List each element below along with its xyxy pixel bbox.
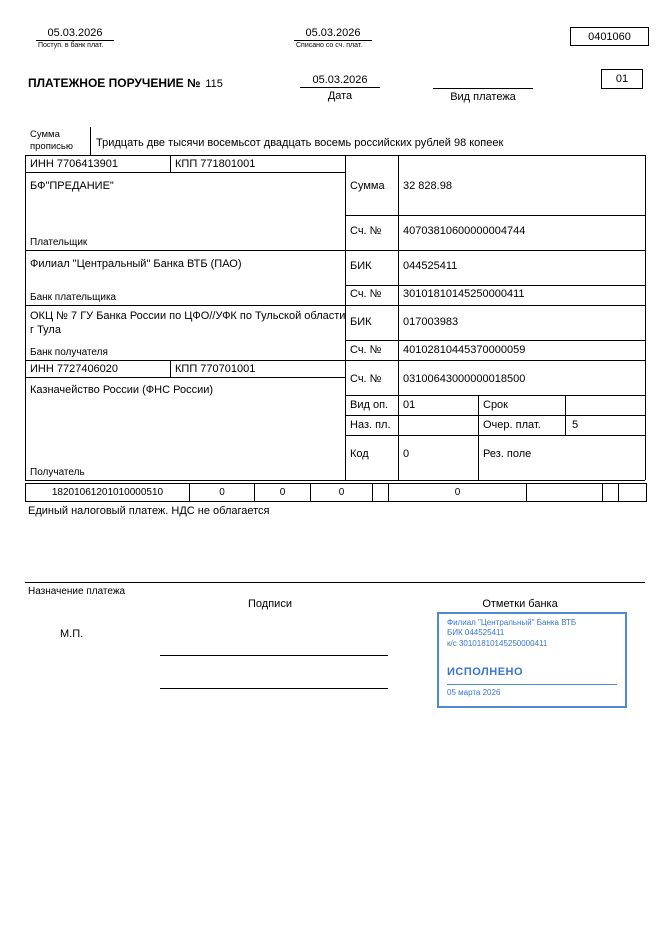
stamp-date: 05 марта 2026 (447, 688, 501, 698)
op-kind-label: Вид оп. (350, 399, 389, 411)
amount-words-value: Тридцать две тысячи восемьсот двадцать восемь российских рублей 98 копеек (96, 137, 504, 149)
payer-kpp: КПП 771801001 (175, 158, 256, 170)
amount-words-divider (90, 127, 91, 155)
grid-line (25, 155, 645, 156)
payee-bank-account-label: Сч. № (350, 344, 382, 356)
payer-bank-name: Филиал "Центральный" Банка ВТБ (ПАО) (30, 258, 242, 270)
payer-bank-section-label: Банк плательщика (30, 292, 117, 303)
grid-line (345, 395, 645, 396)
grid-line (345, 340, 645, 341)
tax-fields-row (25, 483, 647, 502)
tax-field-number: 0 (389, 484, 527, 501)
grid-line (478, 395, 479, 480)
payee-bank-account: 40102810445370000059 (403, 344, 526, 356)
payer-account: 40703810600000004744 (403, 225, 526, 237)
payee-inn: ИНН 7727406020 (30, 363, 119, 375)
signatures-label: Подписи (248, 598, 292, 610)
grid-line (345, 215, 645, 216)
status-code-box (601, 69, 643, 89)
tax-field-date (527, 484, 603, 501)
stamp-bank-name: Филиал "Центральный" Банка ВТБ (447, 618, 577, 627)
payment-kind-line (433, 74, 533, 89)
debit-date-block (294, 27, 372, 49)
amount-words-label: Сумма прописью (30, 129, 73, 153)
debit-date: 05.03.2026 (294, 27, 372, 41)
purpose-line (25, 582, 645, 583)
amount-value: 32 828.98 (403, 180, 452, 192)
document-title (28, 76, 223, 90)
grid-line (170, 360, 171, 377)
tax-field-kbk: 18201061201010000510 (26, 484, 190, 501)
grid-line (398, 155, 399, 480)
payee-kpp: КПП 770701001 (175, 363, 256, 375)
payer-bank-account-label: Сч. № (350, 288, 382, 300)
grid-line (25, 305, 645, 306)
tax-field-basis: 0 (255, 484, 311, 501)
payee-section-label: Получатель (30, 467, 85, 478)
grid-line (25, 480, 645, 481)
tax-field-oktmo: 0 (190, 484, 255, 501)
payee-bank-section-label: Банк получателя (30, 347, 108, 358)
bank-stamp (437, 612, 627, 708)
grid-line (25, 377, 345, 378)
tax-field-type (603, 484, 619, 501)
stamp-corr-account: к/с 30101810145250000411 (447, 638, 548, 648)
payee-bank-bik-label: БИК (350, 316, 372, 328)
grid-line (25, 155, 26, 480)
payer-bank-bik: 044525411 (403, 260, 458, 272)
stamp-place-label: М.П. (60, 628, 84, 640)
tax-field-extra (619, 484, 652, 501)
bank-marks-label: Отметки банка (482, 598, 558, 610)
payer-section-label: Плательщик (30, 237, 88, 248)
payment-kind-block (433, 74, 533, 103)
bank-receipt-date-label: Поступ. в банк плат. (38, 42, 104, 49)
payer-account-label: Сч. № (350, 225, 382, 237)
debit-date-label: Списано со сч. плат. (296, 42, 363, 49)
grid-line (170, 155, 171, 172)
title-text: ПЛАТЕЖНОЕ ПОРУЧЕНИЕ № (28, 76, 201, 90)
reserve-field-label: Рез. поле (483, 448, 532, 460)
payee-bank-name: ОКЦ № 7 ГУ Банка России по ЦФО//УФК по Тульской области г Тула (30, 310, 346, 336)
okud-code-box (570, 27, 649, 46)
payment-kind-label: Вид платежа (450, 91, 516, 103)
signature-line-2 (160, 688, 388, 689)
grid-line (345, 285, 645, 286)
payer-name: БФ"ПРЕДАНИЕ" (30, 180, 114, 192)
status-code: 01 (615, 73, 629, 85)
priority-value: 5 (572, 419, 579, 431)
pay-purpose-label: Наз. пл. (350, 419, 391, 431)
okud-code: 0401060 (588, 30, 631, 43)
grid-line (345, 435, 645, 436)
grid-line (565, 395, 566, 435)
payment-purpose-text: Единый налоговый платеж. НДС не облагается (28, 505, 270, 517)
grid-line (345, 415, 645, 416)
payer-inn: ИНН 7706413901 (30, 158, 119, 170)
payee-bank-bik: 017003983 (403, 316, 459, 328)
signature-line-1 (160, 655, 388, 656)
term-label: Срок (483, 399, 508, 411)
document-date: 05.03.2026 (300, 74, 380, 88)
payee-account: 03100643000000018500 (403, 373, 526, 385)
bank-receipt-date: 05.03.2026 (36, 27, 114, 41)
grid-line (25, 172, 345, 173)
stamp-divider (447, 684, 617, 685)
tax-field-spacer (373, 484, 389, 501)
code-label: Код (350, 448, 369, 460)
code-value: 0 (403, 448, 410, 460)
stamp-bik: БИК 044525411 (447, 628, 505, 638)
tax-field-period: 0 (311, 484, 373, 501)
grid-line (25, 250, 645, 251)
date-label: Дата (327, 90, 353, 102)
stamp-status: ИСПОЛНЕНО (447, 666, 524, 679)
priority-label: Очер. плат. (483, 419, 541, 431)
payee-name: Казначейство России (ФНС России) (30, 384, 214, 396)
document-date-block (300, 74, 380, 102)
grid-line (25, 360, 645, 361)
payee-account-label: Сч. № (350, 373, 382, 385)
bank-receipt-date-block (36, 27, 114, 49)
op-kind-value: 01 (403, 399, 416, 411)
payment-purpose-label: Назначение платежа (28, 586, 126, 597)
payer-bank-bik-label: БИК (350, 260, 372, 272)
grid-line (645, 155, 646, 480)
document-number: 115 (205, 78, 223, 90)
amount-label: Сумма (350, 180, 385, 192)
payer-bank-account: 30101810145250000411 (403, 288, 525, 300)
